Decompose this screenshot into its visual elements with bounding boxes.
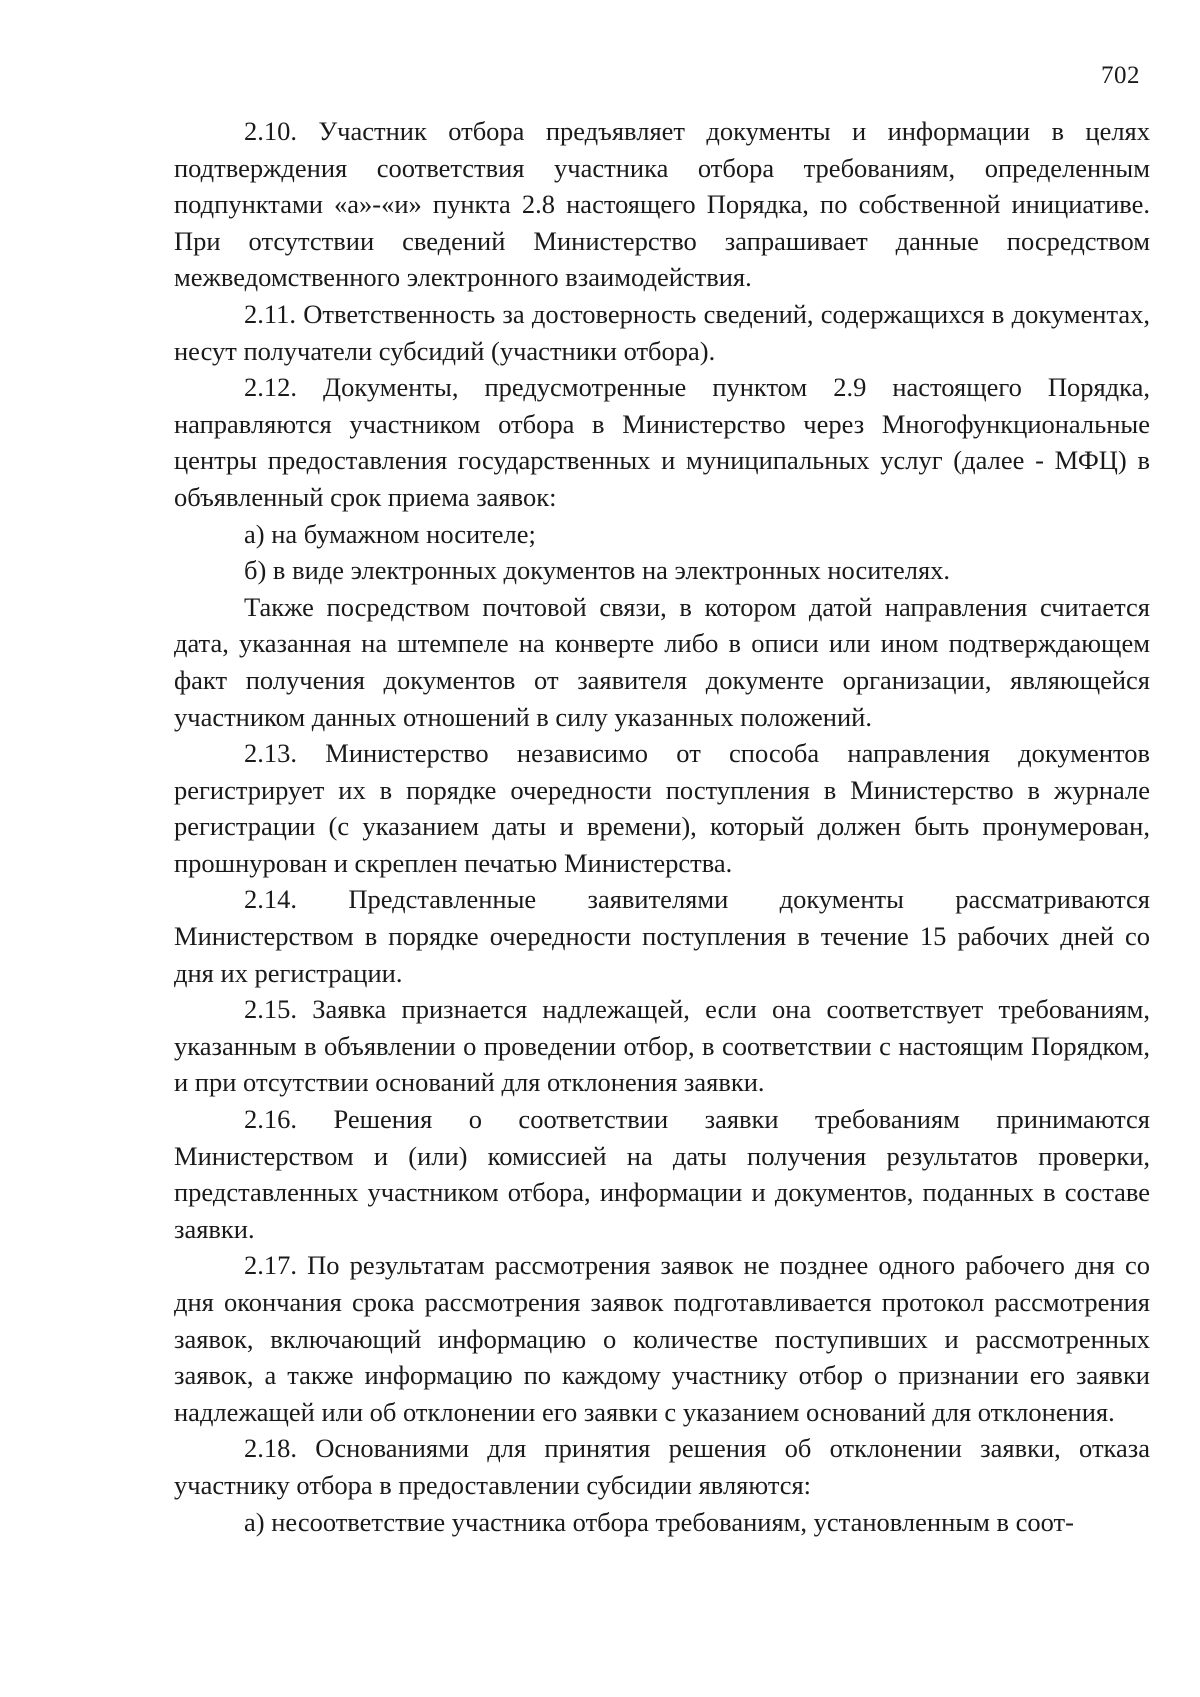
list-item-a-mismatch: а) несоответствие участника отбора требованиям, установленным в соот- [244,1506,1074,1537]
paragraph-2-17: 2.17. По результатам рассмотрения заявок не позднее одного рабочего дня со дня окончания срока рассмотрения заявок подготавливается протокол рассмотрения заявок, включающий информацию о количестве поступивших и рассмотренных заявок, а также информацию по каждому участнику отбор о признании его заявки надлежащей или об отклонении его заявки с указанием оснований для отклонения. [174,1250,1150,1427]
list-item-b-electronic: б) в виде электронных документов на электронных носителях. [244,555,951,586]
list-item-a-paper: а) на бумажном носителе; [244,518,536,549]
paragraph-2-13: 2.13. Министерство независимо от способа направления документов регистрирует их в порядке очередности поступления в Министерство в журнале регистрации (с указанием даты и времени), который должен быть пронумерован, прошнурован и скреплен печатью Министерства. [174,738,1150,878]
paragraph-2-12: 2.12. Документы, предусмотренные пунктом 2.9 настоящего Порядка, направляются участником отбора в Министерство через Многофункциональные центры предоставления государственных и муниципальных услуг (далее - МФЦ) в объявленный срок приема заявок: [174,372,1150,512]
paragraph-2-10: 2.10. Участник отбора предъявляет документы и информации в целях подтверждения соответствия участника отбора требованиям, определенным подпунктами «а»-«и» пункта 2.8 настоящего Порядка, по собственной инициативе. При отсутствии сведений Министерство запрашивает данные посредством межведомственного электронного взаимодействия. [174,116,1150,293]
paragraph-postal: Также посредством почтовой связи, в котором датой направления считается дата, указанная на штемпеле на конверте либо в описи или ином подтверждающем факт получения документов от заявителя документе организации, являющейся участником данных отношений в силу указанных положений. [174,591,1150,732]
paragraph-2-18: 2.18. Основаниями для принятия решения об отклонении заявки, отказа участнику отбора в предоставлении субсидии являются: [174,1433,1150,1500]
document-body [174,113,1150,1540]
page-number: 702 [1101,62,1140,89]
paragraph-2-11: 2.11. Ответственность за достоверность сведений, содержащихся в документах, несут получатели субсидий (участники отбора). [174,298,1150,366]
paragraph-2-15: 2.15. Заявка признается надлежащей, если она соответствует требованиям, указанным в объявлении о проведении отбор, в соответствии с настоящим Порядком, и при отсутствии оснований для отклонения заявки. [174,994,1150,1098]
paragraph-2-16: 2.16. Решения о соответствии заявки требованиям принимаются Министерством и (или) комиссией на даты получения результатов проверки, представленных участником отбора, информации и документов, поданных в составе заявки. [174,1104,1150,1244]
paragraph-2-14: 2.14. Представленные заявителями документы рассматриваются Министерством в порядке очередности поступления в течение 15 рабочих дней со дня их регистрации. [174,884,1150,988]
